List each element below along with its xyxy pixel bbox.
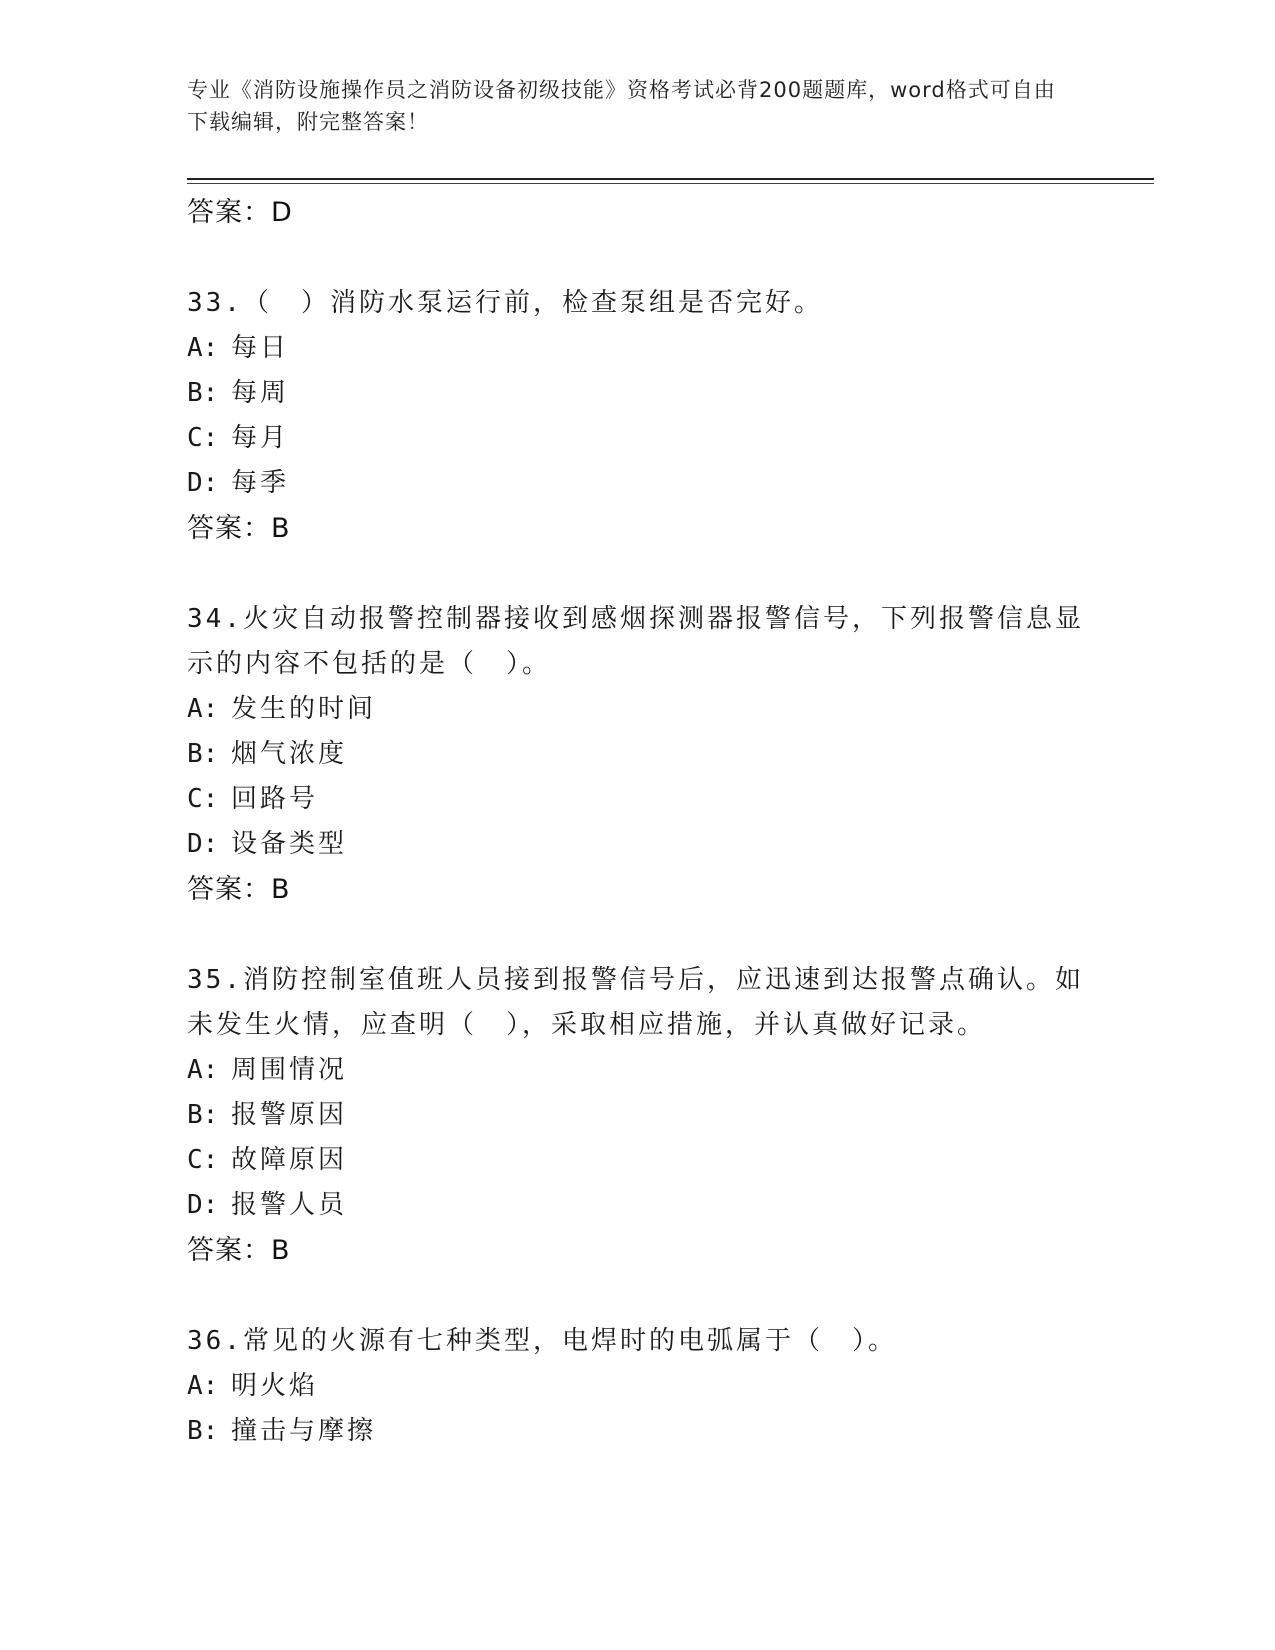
option-text: 烟气浓度 <box>231 739 348 769</box>
option-key: A: <box>187 1055 219 1085</box>
option-text: 设备类型 <box>231 829 348 859</box>
question-text: 35.消防控制室值班人员接到报警信号后，应迅速到达报警点确认。如未发生火情，应查明（ ），采取相应措施，并认真做好记录。 <box>187 965 1084 1040</box>
header-divider-thin <box>187 183 1154 184</box>
option-text: 每周 <box>231 378 290 408</box>
option-key: D: <box>187 1190 219 1220</box>
option-a <box>187 687 1087 732</box>
option-text: 报警人员 <box>231 1190 348 1220</box>
option-key: D: <box>187 468 219 498</box>
option-d <box>187 461 1087 506</box>
option-text: 回路号 <box>231 784 319 814</box>
option-text: 每季 <box>231 468 290 498</box>
option-text: 报警原因 <box>231 1100 348 1130</box>
option-d <box>187 822 1087 867</box>
option-text: 每月 <box>231 423 290 453</box>
question-35 <box>187 958 1087 1273</box>
option-key: D: <box>187 829 219 859</box>
previous-answer: 答案：D <box>187 197 293 228</box>
answer: 答案：B <box>187 874 291 905</box>
option-c <box>187 777 1087 822</box>
header-divider-thick <box>187 178 1154 180</box>
option-text: 撞击与摩擦 <box>231 1416 377 1446</box>
option-key: A: <box>187 1371 219 1401</box>
option-b <box>187 1093 1087 1138</box>
option-key: C: <box>187 784 219 814</box>
question-text: 36.常见的火源有七种类型，电焊时的电弧属于（ ）。 <box>187 1326 897 1356</box>
option-key: B: <box>187 1416 219 1446</box>
option-text: 明火焰 <box>231 1371 319 1401</box>
question-34 <box>187 597 1087 912</box>
question-33 <box>187 281 1087 551</box>
option-c <box>187 416 1087 461</box>
option-a <box>187 326 1087 371</box>
answer: 答案：B <box>187 1235 291 1266</box>
option-d <box>187 1183 1087 1228</box>
option-key: B: <box>187 378 219 408</box>
option-key: B: <box>187 739 219 769</box>
option-key: C: <box>187 423 219 453</box>
question-list <box>187 190 1087 1454</box>
option-key: A: <box>187 694 219 724</box>
option-key: C: <box>187 1145 219 1175</box>
answer: 答案：B <box>187 513 291 544</box>
option-a <box>187 1364 1087 1409</box>
option-text: 发生的时间 <box>231 694 377 724</box>
question-text: 34.火灾自动报警控制器接收到感烟探测器报警信号，下列报警信息显示的内容不包括的是（ ）。 <box>187 604 1084 679</box>
option-a <box>187 1048 1087 1093</box>
option-b <box>187 1409 1087 1454</box>
option-text: 故障原因 <box>231 1145 348 1175</box>
question-36 <box>187 1319 1087 1454</box>
option-text: 每日 <box>231 333 290 363</box>
option-c <box>187 1138 1087 1183</box>
option-key: B: <box>187 1100 219 1130</box>
question-text: 33.（ ）消防水泵运行前，检查泵组是否完好。 <box>187 288 823 318</box>
option-b <box>187 732 1087 777</box>
option-b <box>187 371 1087 416</box>
option-key: A: <box>187 333 219 363</box>
document-header: 专业《消防设施操作员之消防设备初级技能》资格考试必背200题题库，word格式可自由下载编辑，附完整答案！ <box>187 78 1056 134</box>
option-text: 周围情况 <box>231 1055 348 1085</box>
